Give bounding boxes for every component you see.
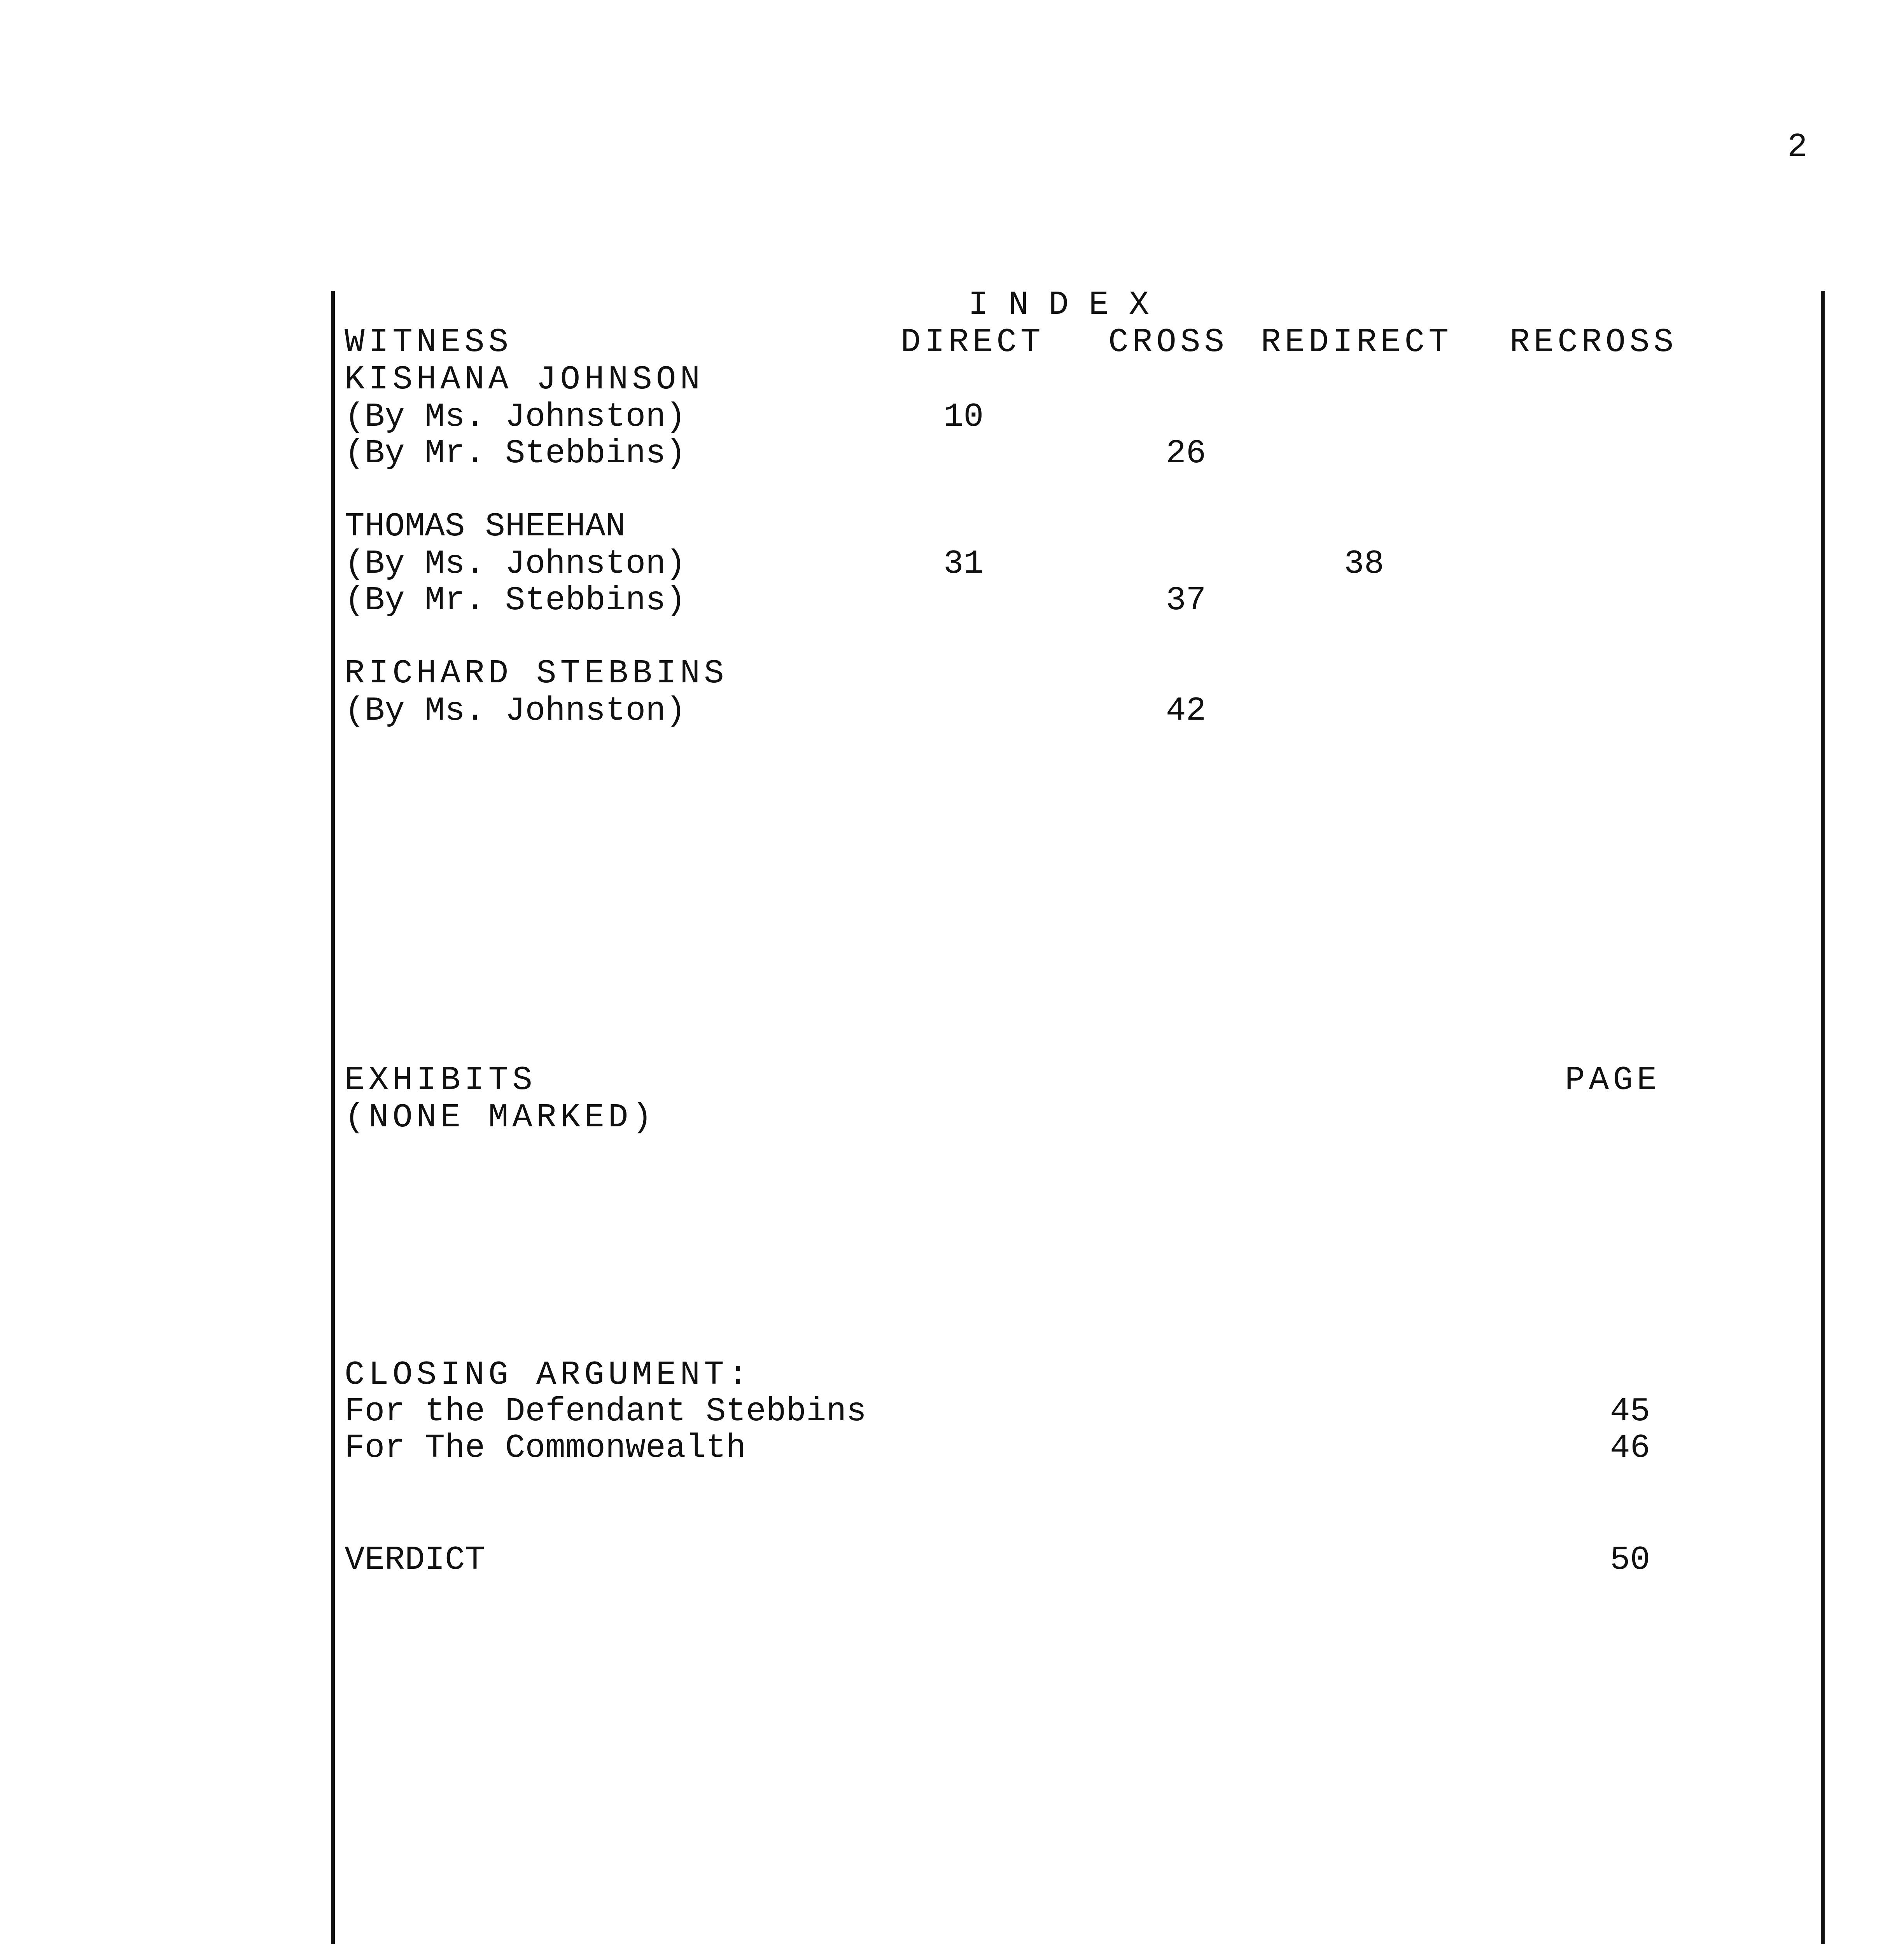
- witness-name: RICHARD STEBBINS: [345, 654, 728, 692]
- index-title: I N D E X: [968, 286, 1149, 324]
- cross-page: 26: [1166, 434, 1206, 472]
- left-margin-rule: [331, 291, 335, 1944]
- examiner-label: (By Ms. Johnston): [345, 398, 686, 436]
- right-margin-rule: [1821, 291, 1825, 1944]
- header-witness: WITNESS: [345, 323, 513, 361]
- examiner-label: (By Mr. Stebbins): [345, 434, 686, 472]
- closing-item-label: For the Defendant Stebbins: [345, 1392, 866, 1430]
- exhibits-none: (NONE MARKED): [345, 1098, 656, 1136]
- closing-item-page: 46: [1610, 1429, 1650, 1467]
- header-recross: RECROSS: [1510, 323, 1678, 361]
- direct-page: 31: [943, 545, 984, 583]
- verdict-page: 50: [1610, 1541, 1650, 1579]
- redirect-page: 38: [1344, 545, 1384, 583]
- witness-name: KISHANA JOHNSON: [345, 360, 704, 399]
- cross-page: 37: [1166, 581, 1206, 619]
- header-redirect: REDIRECT: [1261, 323, 1452, 361]
- verdict-label: VERDICT: [345, 1541, 485, 1579]
- cross-page: 42: [1166, 692, 1206, 730]
- closing-item-label: For The Commonwealth: [345, 1429, 746, 1467]
- header-cross: CROSS: [1108, 323, 1228, 361]
- witness-name: THOMAS SHEEHAN: [345, 507, 626, 545]
- page-number: 2: [1787, 128, 1808, 166]
- examiner-label: (By Ms. Johnston): [345, 545, 686, 583]
- header-direct: DIRECT: [901, 323, 1045, 361]
- exhibits-page-label: PAGE: [1565, 1061, 1661, 1099]
- examiner-label: (By Ms. Johnston): [345, 692, 686, 730]
- direct-page: 10: [943, 398, 984, 436]
- exhibits-heading: EXHIBITS: [345, 1061, 536, 1099]
- closing-heading: CLOSING ARGUMENT:: [345, 1356, 752, 1394]
- closing-item-page: 45: [1610, 1392, 1650, 1430]
- examiner-label: (By Mr. Stebbins): [345, 581, 686, 619]
